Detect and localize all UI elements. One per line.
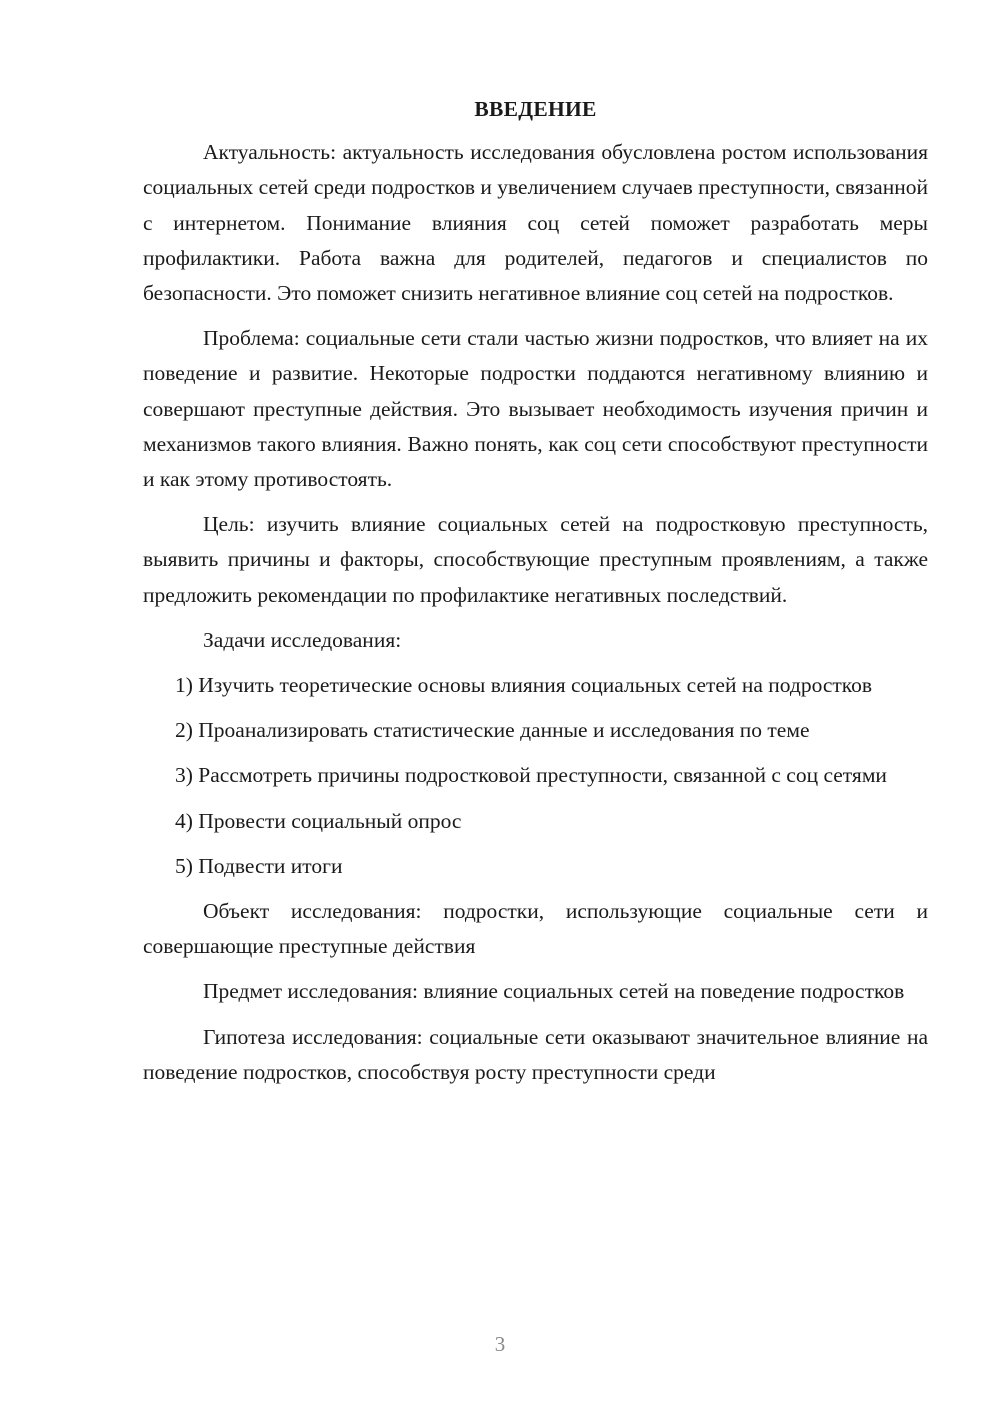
task-item: 5) Подвести итоги xyxy=(175,853,343,878)
object-paragraph: Объект исследования: подростки, использующие социальные сети и совершающие преступные действия xyxy=(143,899,928,959)
page-title: ВВЕДЕНИЕ xyxy=(474,97,597,121)
page-number: 3 xyxy=(494,1332,506,1356)
task-item: 2) Проанализировать статистические данные и исследования по теме xyxy=(175,718,810,743)
hypothesis-paragraph: Гипотеза исследования: социальные сети оказывают значительное влияние на поведение подростков, способствуя росту преступности среди xyxy=(143,1024,928,1084)
task-item: 4) Провести социальный опрос xyxy=(175,808,462,833)
relevance-paragraph: Актуальность: актуальность исследования обусловлена ростом использования социальных сетей среди подростков и увеличением случаев преступности, связанной с интернетом. Понимание влияния соц сетей поможет разработать меры профилактики. Работа важна для родителей, педагогов и специалистов по безопасности. Это поможет снизить негативное влияние соц сетей на подростков. xyxy=(143,140,928,306)
subject-paragraph: Предмет исследования: влияние социальных сетей на поведение подростков xyxy=(203,979,905,1004)
document-page xyxy=(143,92,928,1100)
goal-paragraph: Цель: изучить влияние социальных сетей на подростковую преступность, выявить причины и факторы, способствующие преступным проявлениям, а также предложить рекомендации по профилактике негативных последствий. xyxy=(143,512,928,607)
task-item: 3) Рассмотреть причины подростковой преступности, связанной с соц сетями xyxy=(175,763,887,788)
problem-paragraph: Проблема: социальные сети стали частью жизни подростков, что влияет на их поведение и развитие. Некоторые подростки поддаются негативному влиянию и совершают преступные действия. Это вызывает необходимость изучения причин и механизмов такого влияния. Важно понять, как соц сети способствуют преступности и как этому противостоять. xyxy=(143,326,928,492)
task-item: 1) Изучить теоретические основы влияния социальных сетей на подростков xyxy=(175,673,873,698)
tasks-heading: Задачи исследования: xyxy=(203,627,402,652)
